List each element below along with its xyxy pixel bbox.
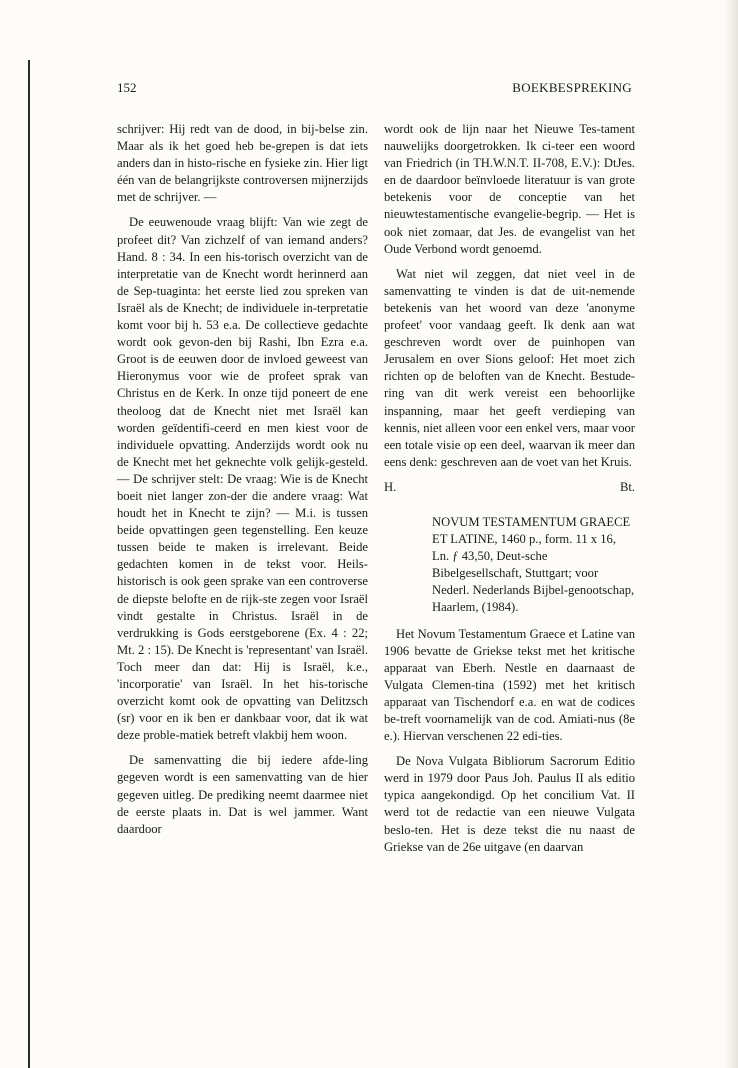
page-header	[117, 80, 632, 100]
page-number: 152	[117, 80, 137, 95]
left-column	[117, 121, 368, 846]
right-column	[384, 121, 635, 864]
paragraph: Het Novum Testamentum Graece et Latine van 1906 bevatte de Griekse tekst met het kritische apparaat van Eberh. Nestle en daarnaast de Vulgata Clemen-tina (1592) met het kritisch apparaat van Tischendorf e.a. en wat de codices be-treft voornamelijk van de cod. Amiati-nus (8e e.). Hiervan verschenen 22 edi-ties.	[384, 626, 635, 744]
binding-edge-line	[28, 60, 30, 1068]
book-citation: NOVUM TESTAMENTUM GRAECE ET LATINE, 1460 p., form. 11 x 16, Ln. ƒ 43,50, Deut-sche Bibelgesellschaft, Stuttgart; voor Nederl. Nederlands Bijbel-genootschap, Haarlem, (1984).	[432, 514, 635, 615]
paragraph: De Nova Vulgata Bibliorum Sacrorum Editio werd in 1979 door Paus Joh. Paulus II als editio typica aangekondigd. Op het concilium Vat. II werd tot de redactie van een nieuwe Vulgata beslo-ten. Het is deze tekst die nu naast de Griekse van de 26e uitgave (en daarvan	[384, 754, 635, 854]
signature-initial: H.	[384, 479, 397, 494]
running-head: BOEKBESPREKING	[512, 80, 632, 95]
paragraph: De eeuwenoude vraag blijft: Van wie zegt de profeet dit? Van zichzelf of van iemand anders? Hand. 8 : 34. In een his-torisch overzicht van de interpretatie van de Knecht wordt herinnerd aan de Sep-tuaginta: het eerste lied zou spreken van Israël als de Knecht; de individuele in-terpretatie komt voor bij h. 53 e.a. De collectieve gedachte wordt ook gevon-den bij Rashi, Ibn Ezra e.a. Groot is de eeuwen door de invloed geweest van Hieronymus voor wie de profeet sprak van Christus en de Kerk. In onze tijd poneert de ene theoloog dat de Knecht niet met Israël kan worden geïdentifi-ceerd en men kiest voor de individuele opvatting. Anderzijds wordt ook nu de Knecht met het geknechte volk gelijk-gesteld. — De schrijver stelt: De vraag: Wie is de Knecht boeit niet langer zon-der die andere vraag: Wat houdt het in Knecht te zijn? — M.i. is tussen beide opvattingen geen tegenstelling. Een keuze tussen beide te maken is irrelevant. Beide gedachten komen in de tekst voor. Heils-historisch is ook geen sprake van een controverse de diepste belofte en de rijk-ste zegen voor Israël vindt gestalte in Christus. Israël in de verdrukking is Gods eerstgeborene (Ex. 4 : 22; Mt. 2 : 15). De Knecht is 'representant' van Israël. Toch meer dan dat: Hij is Israël, k.e., 'incorporatie' van Israël. In het his-torische overzicht komt ook de opvatting van Delitzsch (sr) voor en ik ben er dankbaar voor, dat ik wat deze proble-matiek betreft vlakbij hem woon.	[117, 215, 368, 743]
signature-initial: Bt.	[619, 479, 635, 494]
paragraph: De samenvatting die bij iedere afde-ling gegeven wordt is een samenvatting van de hier gegeven uitleg. De prediking neemt daarmee niet de eerste plaats in. Dat is wel jammer. Want daardoor	[117, 753, 368, 836]
paragraph: wordt ook de lijn naar het Nieuwe Tes-tament nauwelijks doorgetrokken. Ik ci-teer een woord van Friedrich (in TH.W.N.T. II-708, E.V.): DtJes. en de daardoor beïnvloede literatuur is van grote betekenis voor de conceptie van het nieuwtestamentische evangelie-begrip. — Het is ook niet zomaar, dat Jes. de evangelist van het Oude Verbond wordt genoemd.	[384, 122, 635, 256]
paragraph: Wat niet wil zeggen, dat niet veel in de samenvatting te vinden is dat de uit-nemende betekenis van het woord van deze 'anonyme profeet' voor vandaag geeft. Ik denk aan wat geschreven wordt over de puinhopen van Jerusalem en over Sions geloof: Het moet zich richten op de beloften van de Knecht. Bestude-ring van dit werk vereist een behoorlijke inspanning, maar het geeft verdieping van kennis, niet alleen voor een enkel vers, maar voor een totale visie op een deel, waarvan ik meer dan eens denk: geschreven aan de voet van het Kruis.	[384, 266, 635, 469]
page-edge-shadow	[724, 0, 738, 1068]
paragraph: schrijver: Hij redt van de dood, in bij-belse zin. Maar als ik het goed heb be-grepen is dat iets anders dan in histo-rische en fysieke zin. Hier ligt één van de belangrijkste controversen mijnerzijds met de schrijver. —	[117, 122, 368, 205]
reviewer-signature	[384, 479, 635, 496]
